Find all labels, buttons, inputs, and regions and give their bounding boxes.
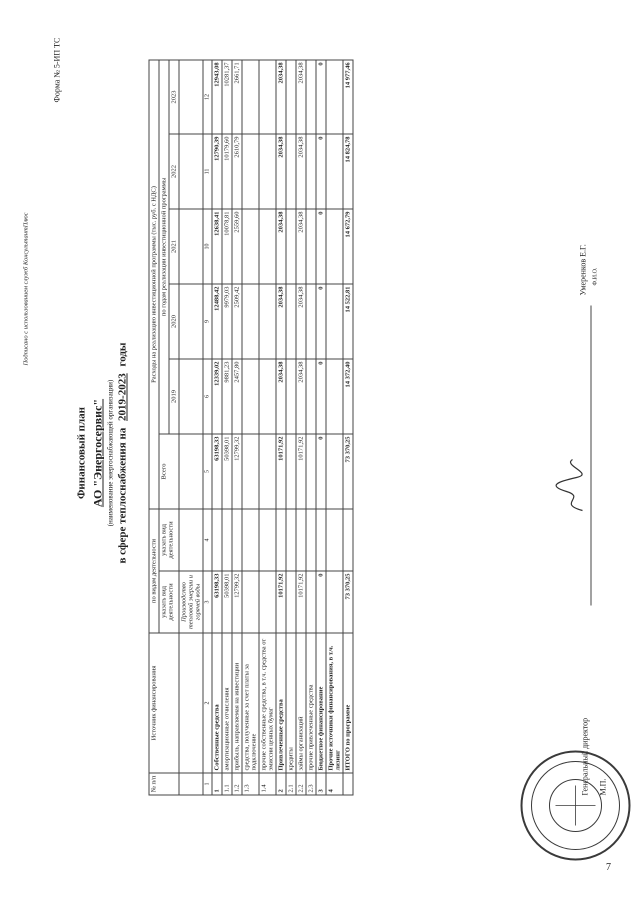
colnum: 10	[203, 208, 212, 283]
org-hint: (наименование энергоснабжающей организации)	[106, 379, 114, 526]
row-year-value	[286, 59, 296, 133]
row-num: 1.4	[259, 773, 276, 795]
row-year-value: 2034,38	[296, 283, 306, 358]
table-row	[276, 59, 286, 794]
colnum: 2	[203, 633, 212, 773]
row-source-name: ИТОГО по программе	[343, 633, 353, 773]
row-year-value	[259, 59, 276, 133]
row-activity-value: 10171,92	[276, 571, 286, 633]
row-year-value	[326, 208, 343, 283]
row-year-value: 2034,38	[276, 59, 286, 133]
row-year-value	[242, 208, 259, 283]
row-year-value	[306, 283, 316, 358]
row-num: 2	[276, 773, 286, 795]
row-year-value	[286, 208, 296, 283]
row-year-value	[242, 133, 259, 208]
row-year-value: 2457,80	[232, 358, 242, 433]
row-activity-value-2	[316, 508, 326, 570]
row-year-value	[259, 208, 276, 283]
row-activity-value-2	[242, 508, 259, 570]
sphere-suffix: годы	[116, 341, 128, 367]
row-num: 3	[316, 773, 326, 795]
row-activity-value-2	[306, 508, 316, 570]
row-year-value	[326, 59, 343, 133]
row-activity-value	[326, 571, 343, 633]
row-year-value	[259, 358, 276, 433]
row-num: 2.1	[286, 773, 296, 795]
table-row	[286, 59, 296, 794]
head-activity-type: Производство тепловой энергии и горячей воды	[179, 571, 203, 633]
head-total: Всего	[159, 433, 179, 508]
row-activity-value	[242, 571, 259, 633]
row-year-value: 14 977,46	[343, 59, 353, 133]
row-num: 1.1	[222, 773, 232, 795]
row-activity-value: 10171,92	[296, 571, 306, 633]
head-activity-hint-1: указать вид деятельности	[159, 571, 179, 633]
row-year-value: 9881,23	[222, 358, 232, 433]
table-row	[222, 59, 232, 794]
period: 2019-2023	[116, 372, 128, 421]
page-number: 7	[606, 862, 611, 873]
financial-plan-table	[148, 59, 353, 795]
row-source-name: займы организаций	[296, 633, 306, 773]
row-year-value	[259, 283, 276, 358]
row-source-name: прочие собственные средства, в т.ч. средства от эмиссии ценных бумаг	[259, 633, 276, 773]
row-num: 1.2	[232, 773, 242, 795]
company-seal	[515, 745, 635, 865]
row-year-value: 0	[316, 208, 326, 283]
head-source: Источник финансирования	[149, 633, 179, 773]
row-year-value: 0	[316, 283, 326, 358]
row-year-value	[242, 283, 259, 358]
row-year-value: 2034,38	[276, 358, 286, 433]
row-source-name: кредиты	[286, 633, 296, 773]
row-year-value: 2034,38	[276, 208, 286, 283]
row-year-value: 14 672,79	[343, 208, 353, 283]
signatory-name: Умеренков Е.Г.	[578, 243, 587, 295]
colnum: 12	[203, 59, 212, 133]
table-row	[232, 59, 242, 794]
row-activity-value-2	[326, 508, 343, 570]
row-year-value: 10179,60	[222, 133, 232, 208]
row-activity-value	[259, 571, 276, 633]
head-num: № п/п	[149, 773, 179, 795]
signature-line	[590, 305, 591, 605]
row-total: 73 370,25	[343, 433, 353, 508]
colnum: 9	[203, 283, 212, 358]
head-calc-group: Расходы на реализацию инвестиционной программы (тыс. руб. с НДС)	[149, 59, 159, 508]
row-year-value: 2034,38	[296, 133, 306, 208]
colnum: 1	[203, 773, 212, 795]
row-activity-value-2	[286, 508, 296, 570]
row-year-value	[242, 358, 259, 433]
row-num: 1	[212, 773, 222, 795]
row-total: 12799,32	[232, 433, 242, 508]
row-year-value: 12638,41	[212, 208, 222, 283]
seal-place-label: М.П.	[598, 778, 607, 795]
row-year-value: 2034,38	[296, 59, 306, 133]
handwritten-signature	[552, 455, 588, 515]
row-total: 63198,33	[212, 433, 222, 508]
row-year-value: 9979,03	[222, 283, 232, 358]
row-activity-value-2	[343, 508, 353, 570]
form-number: Форма № 5-ИП ТС	[52, 37, 61, 102]
row-source-name: Привлеченные средства	[276, 633, 286, 773]
row-year-value: 10078,81	[222, 208, 232, 283]
table-row	[306, 59, 316, 794]
row-year-value: 0	[316, 59, 326, 133]
row-year-value: 14 372,40	[343, 358, 353, 433]
row-year-value: 2610,79	[232, 133, 242, 208]
row-year-value	[242, 59, 259, 133]
row-year-value	[259, 133, 276, 208]
row-activity-value: 12799,32	[232, 571, 242, 633]
row-year-value	[286, 133, 296, 208]
row-num: 1.3	[242, 773, 259, 795]
row-source-name: Прочие источники финансирования, в т.ч. лизинг	[326, 633, 343, 773]
row-source-name: Бюджетное финансирование	[316, 633, 326, 773]
row-num: 2.3	[306, 773, 316, 795]
row-year-value	[286, 358, 296, 433]
colnum: 3	[203, 571, 212, 633]
row-total	[306, 433, 316, 508]
row-source-name: средства, полученные за счет платы за подключение	[242, 633, 259, 773]
row-year-value	[326, 283, 343, 358]
row-activity-value-2	[222, 508, 232, 570]
table-row	[326, 59, 343, 794]
colnum: 6	[203, 358, 212, 433]
row-year-value: 2034,38	[296, 208, 306, 283]
row-year-value: 2559,60	[232, 208, 242, 283]
row-year-value: 2661,71	[232, 59, 242, 133]
row-activity-value	[286, 571, 296, 633]
table-row	[259, 59, 276, 794]
row-year-value: 12790,39	[212, 133, 222, 208]
head-year: 2020	[169, 283, 179, 358]
row-total: 10171,92	[296, 433, 306, 508]
row-year-value	[326, 133, 343, 208]
head-year: 2019	[169, 358, 179, 433]
row-activity-value-2	[259, 508, 276, 570]
row-year-value: 10281,37	[222, 59, 232, 133]
row-activity-value	[306, 571, 316, 633]
row-num: 4	[326, 773, 343, 795]
row-num: 2.2	[296, 773, 306, 795]
row-year-value: 0	[316, 358, 326, 433]
row-total: 0	[316, 433, 326, 508]
row-year-value: 2034,38	[276, 283, 286, 358]
row-year-value: 12339,02	[212, 358, 222, 433]
row-total: 10171,92	[276, 433, 286, 508]
row-year-value: 2034,38	[276, 133, 286, 208]
row-year-value	[306, 133, 316, 208]
row-num	[343, 773, 353, 795]
table-row	[316, 59, 326, 794]
row-total	[259, 433, 276, 508]
row-year-value: 12943,08	[212, 59, 222, 133]
row-source-name: прочие привлеченные средства	[306, 633, 316, 773]
row-total	[326, 433, 343, 508]
row-year-value: 14 522,81	[343, 283, 353, 358]
row-activity-value-2	[276, 508, 286, 570]
head-activity-hint-2: указать вид деятельности	[159, 508, 179, 570]
colnum: 11	[203, 133, 212, 208]
row-year-value	[286, 283, 296, 358]
row-activity-value-2	[296, 508, 306, 570]
row-source-name: прибыль, направляемая на инвестиции	[232, 633, 242, 773]
row-activity-value: 0	[316, 571, 326, 633]
row-year-value	[306, 358, 316, 433]
column-numbers-row	[203, 59, 212, 794]
head-activity-group: по видам деятельности	[149, 508, 159, 632]
colnum: 5	[203, 433, 212, 508]
sphere-line	[116, 0, 128, 905]
doc-title: Финансовый план	[75, 406, 87, 499]
row-year-value	[306, 59, 316, 133]
row-year-value: 0	[316, 133, 326, 208]
row-year-value: 2509,42	[232, 283, 242, 358]
row-total: 50398,01	[222, 433, 232, 508]
row-activity-value-2	[212, 508, 222, 570]
row-year-value: 2034,38	[296, 358, 306, 433]
head-year: 2021	[169, 208, 179, 283]
row-year-value: 12488,42	[212, 283, 222, 358]
head-years-group: по годам реализации инвестиционной программы	[159, 59, 169, 433]
org-name: АО "Энергосервис"	[90, 398, 104, 507]
signatory-name-hint: Ф.И.О.	[592, 267, 598, 285]
table-row	[296, 59, 306, 794]
signatory-title: Генеральный директор	[580, 717, 589, 795]
row-activity-value-2	[232, 508, 242, 570]
row-source-name: амортизационные отчисления	[222, 633, 232, 773]
row-source-name: Собственные средства	[212, 633, 222, 773]
row-year-value: 14 824,78	[343, 133, 353, 208]
table-row	[212, 59, 222, 794]
row-activity-value: 50398,01	[222, 571, 232, 633]
row-total	[242, 433, 259, 508]
row-year-value	[326, 358, 343, 433]
sphere-prefix: в сфере теплоснабжения на	[116, 427, 128, 564]
row-activity-value: 63198,33	[212, 571, 222, 633]
table-row	[343, 59, 353, 794]
colnum: 4	[203, 508, 212, 570]
head-year: 2022	[169, 133, 179, 208]
head-year: 2023	[169, 59, 179, 133]
row-activity-value: 73 370,25	[343, 571, 353, 633]
row-year-value	[306, 208, 316, 283]
table-row	[242, 59, 259, 794]
row-total	[286, 433, 296, 508]
side-note: Подписано с использованием служб КонсультантПлюс	[22, 211, 29, 365]
